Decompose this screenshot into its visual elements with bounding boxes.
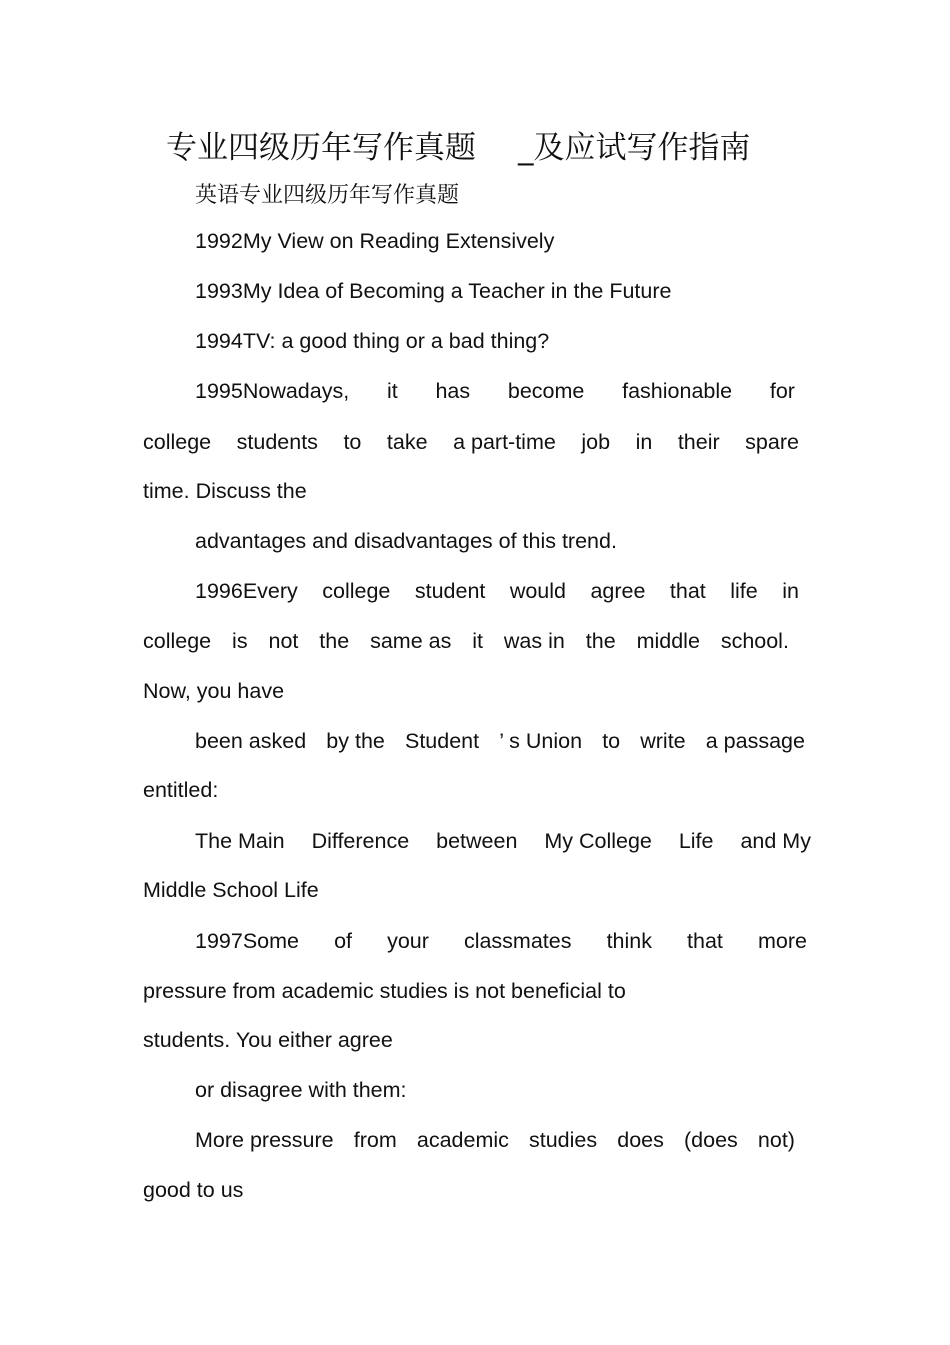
word: 1995Nowadays, bbox=[195, 379, 350, 403]
word: by the bbox=[326, 729, 385, 753]
word: been asked bbox=[195, 729, 307, 753]
word: a part-time bbox=[453, 430, 556, 454]
word: spare bbox=[745, 430, 799, 454]
word: a passage bbox=[705, 729, 805, 753]
word: write bbox=[640, 729, 686, 753]
word: fashionable bbox=[622, 379, 733, 403]
word: My College bbox=[544, 829, 652, 853]
word: your bbox=[387, 929, 429, 953]
word: Student bbox=[404, 729, 480, 753]
topic-1992: 1992My View on Reading Extensively bbox=[195, 229, 555, 253]
word: it bbox=[472, 629, 483, 653]
word: academic bbox=[416, 1128, 509, 1152]
word: it bbox=[386, 379, 398, 403]
topic-1995-line-1 bbox=[195, 379, 795, 404]
word: was in bbox=[503, 629, 565, 653]
topic-1997-line-4: or disagree with them: bbox=[195, 1078, 407, 1102]
word: The Main bbox=[195, 829, 285, 853]
topic-1996-line-3: Now, you have bbox=[143, 679, 285, 703]
topic-1997-line-2: pressure from academic studies is not beneficial to bbox=[143, 979, 626, 1003]
word: to bbox=[602, 729, 621, 753]
topic-1996-line-4 bbox=[195, 729, 805, 754]
word: student bbox=[414, 579, 486, 603]
word: classmates bbox=[463, 929, 572, 953]
word: the bbox=[319, 629, 350, 653]
word: More pressure bbox=[195, 1128, 334, 1152]
word: Life bbox=[678, 829, 714, 853]
word: agree bbox=[590, 579, 646, 603]
word: of bbox=[334, 929, 352, 953]
word: and My bbox=[740, 829, 811, 853]
word: that bbox=[687, 929, 723, 953]
word: in bbox=[635, 430, 653, 454]
word: same as bbox=[370, 629, 452, 653]
word: school. bbox=[720, 629, 789, 653]
topic-1996-line-7: Middle School Life bbox=[143, 878, 319, 902]
word: life bbox=[730, 579, 758, 603]
word: ’ s Union bbox=[499, 729, 583, 753]
word: from bbox=[353, 1128, 397, 1152]
word: think bbox=[606, 929, 652, 953]
topic-1997-line-1 bbox=[195, 929, 807, 954]
word: Difference bbox=[311, 829, 410, 853]
word: college bbox=[322, 579, 391, 603]
word: would bbox=[509, 579, 567, 603]
word: the bbox=[585, 629, 616, 653]
topic-1993: 1993My Idea of Becoming a Teacher in the Future bbox=[195, 279, 672, 303]
word: their bbox=[677, 430, 720, 454]
topic-1997-line-5 bbox=[195, 1128, 795, 1153]
topic-1995-line-3: time. Discuss the bbox=[143, 479, 307, 503]
word: 1997Some bbox=[195, 929, 299, 953]
word: that bbox=[669, 579, 706, 603]
word: has bbox=[435, 379, 471, 403]
title-part-2: _及应试写作指南 bbox=[518, 130, 751, 166]
word: (does bbox=[684, 1128, 738, 1152]
word: college bbox=[143, 629, 212, 653]
topic-1995-line-2 bbox=[143, 430, 799, 455]
word: to bbox=[343, 430, 362, 454]
topic-1996-line-2 bbox=[143, 629, 789, 654]
word: is bbox=[232, 629, 248, 653]
topic-1996-line-1 bbox=[195, 579, 799, 604]
word: college bbox=[143, 430, 212, 454]
word: students bbox=[236, 430, 318, 454]
word: studies bbox=[529, 1128, 598, 1152]
word: middle bbox=[636, 629, 700, 653]
topic-1996-line-6 bbox=[195, 829, 811, 854]
topic-1997-line-6: good to us bbox=[143, 1178, 244, 1202]
topic-1994: 1994TV: a good thing or a bad thing? bbox=[195, 329, 550, 353]
title-part-1: 专业四级历年写作真题 bbox=[166, 130, 476, 166]
subtitle: 英语专业四级历年写作真题 bbox=[195, 183, 460, 208]
word: not) bbox=[757, 1128, 795, 1152]
topic-1996-line-5: entitled: bbox=[143, 778, 219, 802]
word: more bbox=[757, 929, 807, 953]
word: in bbox=[782, 579, 799, 603]
word: take bbox=[386, 430, 428, 454]
word: become bbox=[507, 379, 585, 403]
topic-1995-line-4: advantages and disadvantages of this trend. bbox=[195, 529, 617, 553]
word: does bbox=[617, 1128, 664, 1152]
word: for bbox=[769, 379, 795, 403]
word: not bbox=[268, 629, 299, 653]
topic-1997-line-3: students. You either agree bbox=[143, 1028, 393, 1052]
word: job bbox=[581, 430, 611, 454]
word: between bbox=[436, 829, 518, 853]
word: 1996Every bbox=[195, 579, 298, 603]
